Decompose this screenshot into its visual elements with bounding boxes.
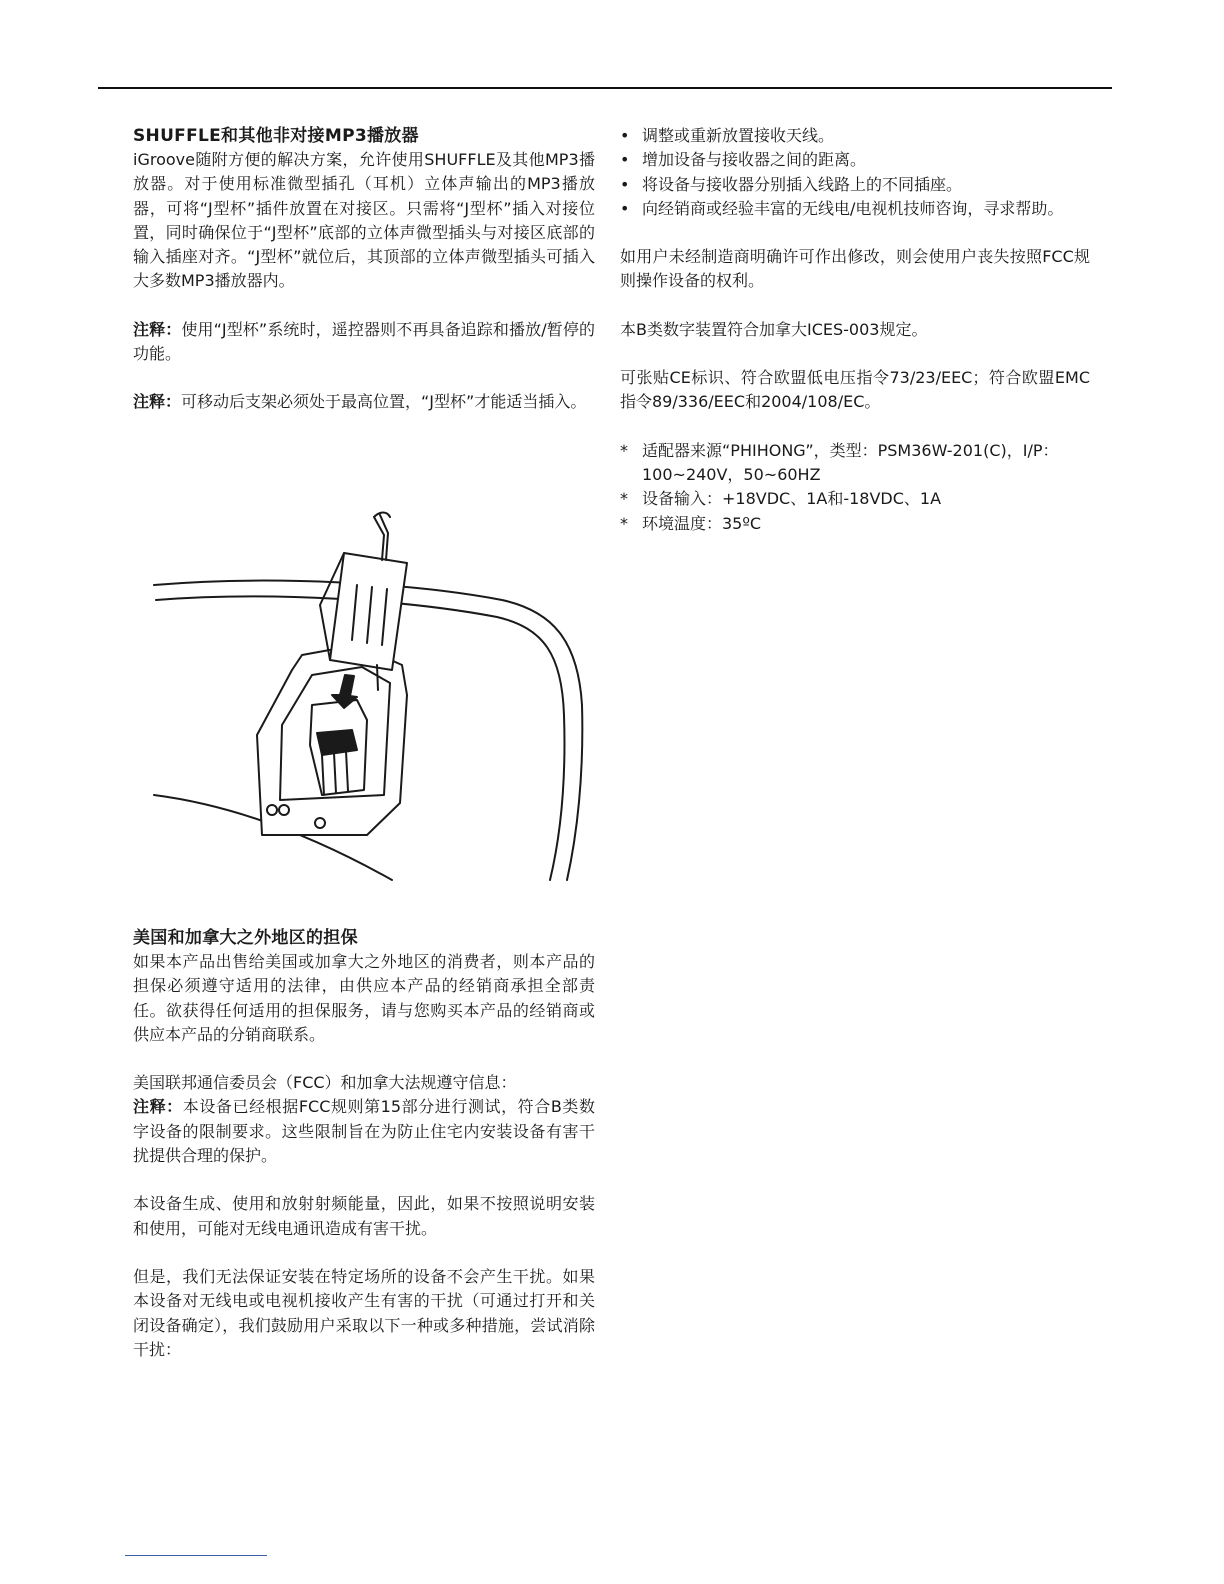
- warranty-heading: 美国和加拿大之外地区的担保: [133, 928, 358, 948]
- spec-text: 适配器来源“PHIHONG”，类型：PSM36W-201(C)，I/P：100~240V，50~60HZ: [642, 440, 1059, 484]
- modification-paragraph: 如用户未经制造商明确许可作出修改，则会使用户丧失按照FCC规则操作设备的权利。: [620, 247, 1090, 291]
- spec-marker: *: [620, 440, 628, 460]
- warranty-body: 如果本产品出售给美国或加拿大之外地区的消费者，则本产品的担保必须遵守适用的法律，由供应本产品的经销商承担全部责任。欲获得任何适用的担保服务，请与您购买本产品的经销商或供应本产品的分销商联系。: [133, 952, 595, 1044]
- left-column-lower: [133, 926, 595, 1362]
- list-item: [620, 439, 1090, 488]
- shuffle-heading: SHUFFLE和其他非对接MP3播放器: [133, 126, 419, 146]
- note-text: 可移动后支架必须处于最高位置，“J型杯”才能适当插入。: [181, 392, 587, 412]
- note-jcup-stand: [133, 390, 595, 414]
- jcup-insertion-illustration: [152, 505, 597, 885]
- note-text: 本设备已经根据FCC规则第15部分进行测试，符合B类数字设备的限制要求。这些限制旨在为防止住宅内安装设备有害干扰提供合理的保护。: [133, 1097, 595, 1166]
- list-item: • 增加设备与接收器之间的距离。: [620, 148, 1090, 172]
- spec-text: 环境温度：35ºC: [642, 513, 762, 533]
- list-item: [620, 512, 1090, 536]
- shuffle-body: iGroove随附方便的解决方案，允许使用SHUFFLE及其他MP3播放器。对于使用标准微型插孔（耳机）立体声输出的MP3播放器，可将“J型杯”插件放置在对接区。只需将“J型杯”插入对接位置，同时确保位于“J型杯”底部的立体声微型插头与对接区底部的输入插座对齐。“J型杯”就位后，其顶部的立体声微型插头可插入大多数MP3播放器内。: [133, 150, 595, 291]
- fcc-note: [133, 1095, 595, 1168]
- emission-paragraph: 本设备生成、使用和放射射频能量，因此，如果不按照说明安装和使用，可能对无线电通讯造成有害干扰。: [133, 1194, 595, 1238]
- specs-list: [620, 439, 1090, 536]
- spec-marker: *: [620, 489, 628, 509]
- measures-list: [620, 124, 1090, 221]
- fcc-intro: 美国联邦通信委员会（FCC）和加拿大法规遵守信息：: [133, 1073, 517, 1093]
- list-item: [620, 487, 1090, 511]
- header-rule: [98, 87, 1112, 89]
- footer-rule: [125, 1555, 267, 1556]
- note-label: 注释：: [133, 392, 182, 412]
- list-item: • 调整或重新放置接收天线。: [620, 124, 1090, 148]
- list-item: • 向经销商或经验丰富的无线电/电视机技师咨询，寻求帮助。: [620, 197, 1090, 221]
- spec-text: 设备输入：+18VDC、1A和-18VDC、1A: [642, 489, 942, 509]
- note-label: 注释：: [133, 319, 182, 339]
- right-column: [620, 124, 1090, 536]
- list-item: • 将设备与接收器分别插入线路上的不同插座。: [620, 173, 1090, 197]
- note-jcup-remote: [133, 318, 595, 367]
- note-label: 注释：: [133, 1097, 183, 1117]
- guarantee-paragraph: 但是，我们无法保证安装在特定场所的设备不会产生干扰。如果本设备对无线电或电视机接收产生有害的干扰（可通过打开和关闭设备确定），我们鼓励用户采取以下一种或多种措施，尝试消除干扰：: [133, 1266, 595, 1359]
- canada-paragraph: 本B类数字装置符合加拿大ICES-003规定。: [620, 319, 928, 339]
- spec-marker: *: [620, 513, 628, 533]
- note-text: 使用“J型杯”系统时，遥控器则不再具备追踪和播放/暂停的功能。: [133, 319, 595, 364]
- left-column: [133, 124, 595, 415]
- ce-paragraph: 可张贴CE标识、符合欧盟低电压指令73/23/EEC；符合欧盟EMC指令89/336/EEC和2004/108/EC。: [620, 368, 1090, 412]
